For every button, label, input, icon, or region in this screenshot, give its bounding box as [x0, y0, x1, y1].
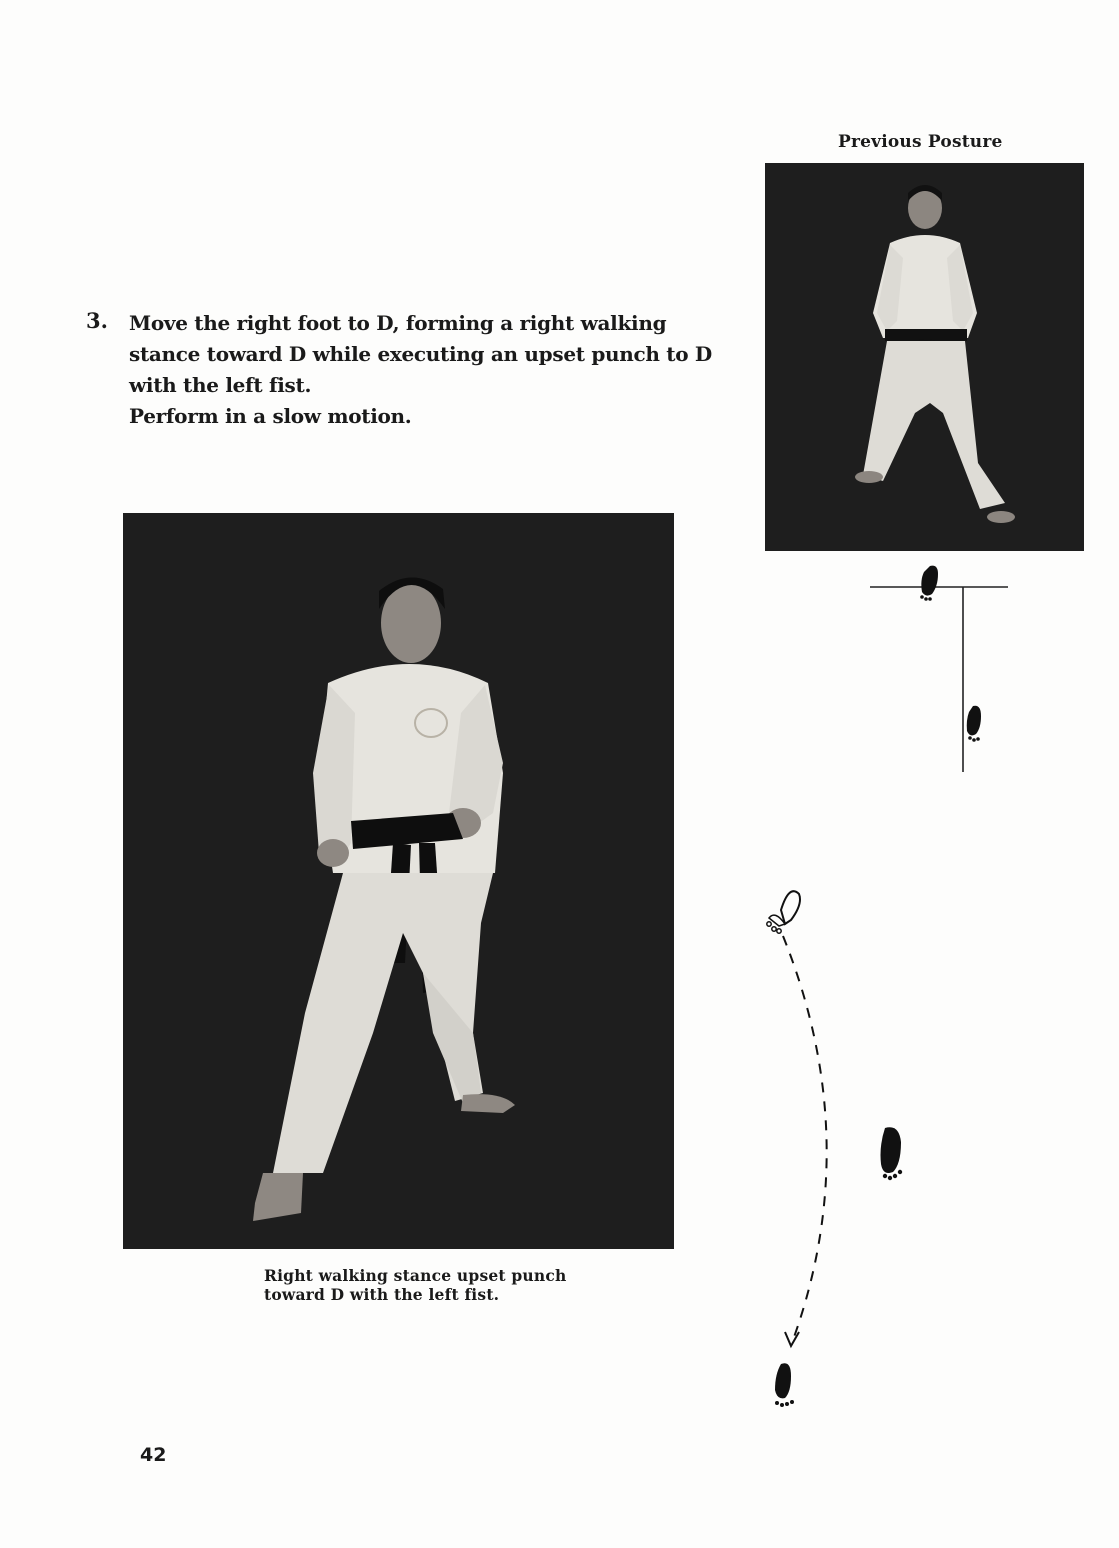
- instruction-line: Perform in a slow motion.: [129, 404, 412, 428]
- page-number: 42: [140, 1444, 167, 1466]
- footprint-icon: [920, 566, 938, 601]
- caption-line: Right walking stance upset punch: [264, 1266, 567, 1285]
- movement-path-arrow: [783, 936, 827, 1340]
- footprint-icon: [767, 891, 800, 933]
- instruction-line: with the left fist.: [129, 373, 312, 397]
- photo-caption: [264, 1266, 624, 1304]
- instruction-text: [129, 308, 719, 432]
- movement-diagram: [755, 880, 935, 1420]
- main-posture-figure: [123, 513, 674, 1249]
- footprint-icon: [967, 706, 981, 742]
- footprint-icon: [775, 1363, 794, 1407]
- previous-posture-label: Previous Posture: [838, 132, 1003, 152]
- main-posture-photo: [123, 513, 674, 1249]
- instruction-line: stance toward D while executing an upset punch to D: [129, 342, 712, 366]
- previous-stance-diagram: [860, 560, 1020, 780]
- previous-posture-figure: [765, 163, 1084, 551]
- instruction-line: Move the right foot to D, forming a right walking: [129, 311, 667, 335]
- previous-posture-photo: [765, 163, 1084, 551]
- caption-line: toward D with the left fist.: [264, 1285, 500, 1304]
- step-number: 3.: [86, 308, 108, 333]
- footprint-icon: [881, 1127, 903, 1180]
